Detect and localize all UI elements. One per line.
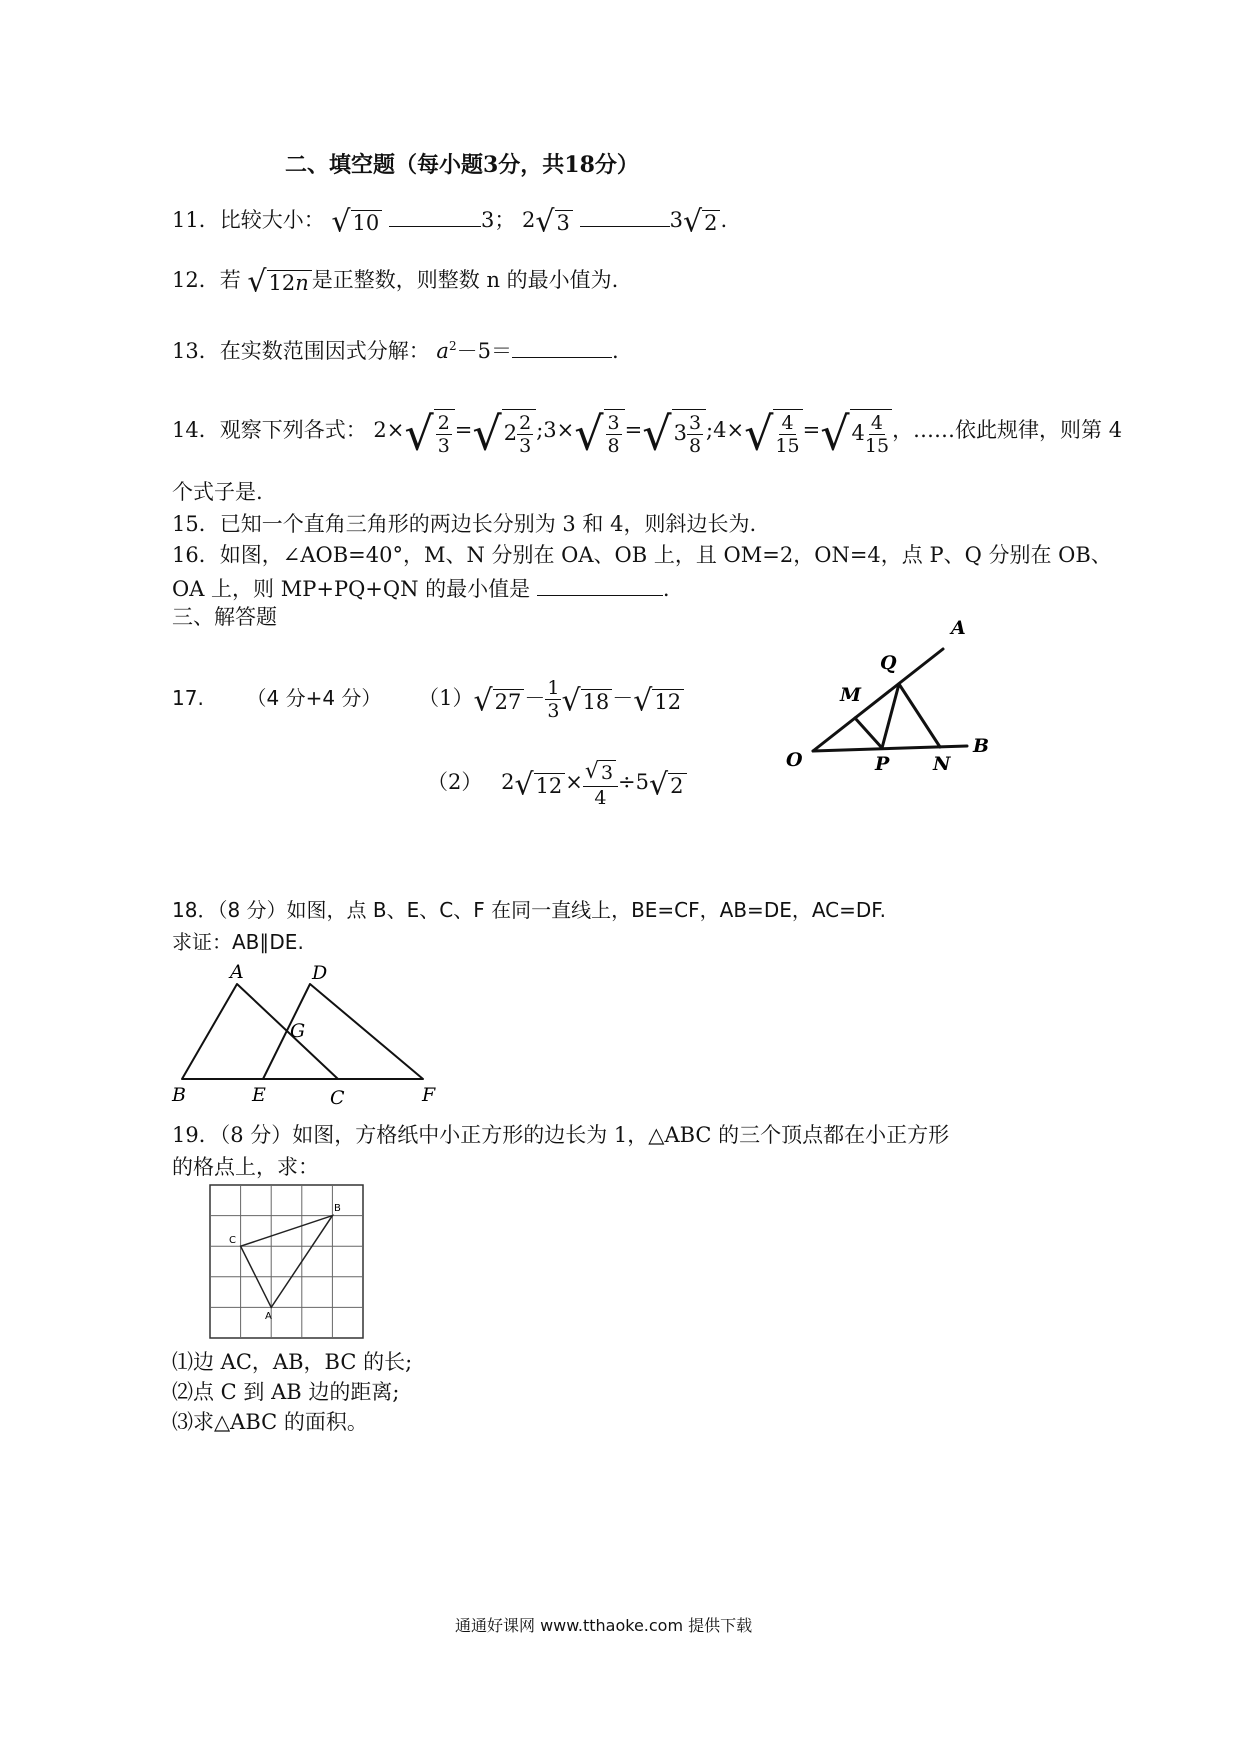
q14-i1-rhs-sqrt: √2 $\frac{2}{3}$ [472, 402, 536, 462]
label-b: B [172, 1084, 186, 1106]
sqrt-3: √3 [535, 207, 573, 237]
q19-subquestion-3: ⑶求△ABC 的面积。 [172, 1410, 368, 1434]
q14-i1-coef: 2× [373, 418, 405, 442]
q14-i3-rhs-sqrt: √4 $\frac{4}{15}$ [820, 402, 892, 462]
triangle-abc [241, 1216, 333, 1308]
q17-p1-label: （1） [418, 686, 474, 710]
q12-radicand: 12 [268, 270, 296, 295]
q17-fd: 3 [547, 700, 560, 722]
figure-grid-triangle [205, 1180, 370, 1345]
q14-i3-whole: 4 [851, 421, 865, 445]
q14-i2-lhs-sqrt: √ $\frac{3}{8}$ [574, 402, 624, 462]
label-p: P [875, 753, 890, 775]
q17-p2-label: （2） [427, 770, 483, 794]
label-n: N [933, 753, 951, 775]
q14-i1-lhs-sqrt: √ $\frac{2}{3}$ [404, 402, 454, 462]
question-12 [172, 264, 619, 300]
q13-blank [512, 335, 612, 358]
q11-end: . [720, 208, 728, 232]
q17-p2-sqrt-2: √2 [649, 754, 687, 814]
q17-p2-fn: 3 [599, 760, 616, 785]
q14-i2-num: 3 [607, 412, 620, 434]
q17-fn: 1 [547, 677, 560, 699]
question-17-part-2 [427, 752, 687, 814]
q17-p2-r2: 2 [668, 773, 686, 798]
triangle-abc [182, 984, 338, 1079]
question-11 [172, 204, 728, 240]
q14-i3-den2: 15 [864, 435, 890, 457]
label-o: O [786, 749, 803, 771]
label-q: Q [880, 652, 897, 674]
q13-text: 在实数范围因式分解： [219, 339, 430, 363]
q17-points: （4 分+4 分） [246, 686, 382, 710]
q17-number: 17. [172, 686, 204, 710]
q17-p2-sqrt-12: √12 [514, 754, 565, 814]
label-a: A [230, 961, 244, 983]
q14-i1-den2: 3 [519, 435, 532, 457]
q11-coef-2: 2 [522, 208, 536, 232]
q11-blank-2 [580, 204, 670, 227]
label-c: C [229, 1235, 236, 1246]
sqrt-2: √2 [683, 207, 721, 237]
question-19-line-2: 的格点上，求： [172, 1155, 319, 1179]
question-18-line-2: 求证：AB∥DE. [172, 930, 304, 954]
q19-subquestion-2: ⑵点 C 到 AB 边的距离; [172, 1380, 400, 1404]
q14-i2-coef: 3× [543, 418, 575, 442]
q11-mid: 3； [480, 208, 516, 232]
q13-exp: 2 [448, 339, 457, 353]
q14-i3-den: 15 [775, 435, 800, 457]
q12-var: n [295, 270, 309, 295]
q11-prefix: 比较大小： [219, 208, 325, 232]
sqrt-12n: √12n [247, 267, 311, 297]
q14-i2-num2: 3 [688, 412, 702, 434]
ray-oa [813, 649, 943, 751]
q14-i3-num2: 4 [870, 412, 884, 434]
q12-text-b: 是正整数，则整数 n 的最小值为. [311, 268, 619, 292]
q14-i1-num2: 2 [519, 412, 532, 434]
label-b: B [973, 735, 990, 757]
q14-sep-2: ; [706, 418, 714, 442]
question-13 [172, 332, 619, 365]
q11-number: 11． [172, 208, 220, 232]
q14-eq-3: = [802, 418, 821, 442]
q17-sqrt-18: √18 [561, 670, 612, 730]
q17-div: ÷5 [618, 770, 649, 794]
q17-p1-r2: 18 [581, 689, 613, 714]
q14-eq-1: = [454, 418, 473, 442]
question-18-line-1: 18．（8 分）如图，点 B、E、C、F 在同一直线上，BE=CF，AB=DE，AC=DF. [172, 898, 886, 922]
footer-credit: 通通好课网 www.tthaoke.com 提供下载 [455, 1616, 753, 1635]
q14-eq-2: = [624, 418, 643, 442]
q12-text-a: 若 [219, 268, 241, 292]
q14-line-2: 个式子是. [172, 480, 263, 504]
q14-text: 观察下列各式： [219, 418, 367, 442]
q14-i1-den: 3 [437, 435, 450, 457]
q17-sqrt-27: √27 [473, 670, 524, 730]
q17-p2-coef: 2 [501, 770, 515, 794]
question-16-line-1: 16．如图，∠AOB=40°，M、N 分别在 OA、OB 上，且 OM=2，ON=4，点 P、Q 分别在 OB、 [172, 543, 1112, 567]
question-17-part-1 [172, 668, 684, 730]
label-d: D [312, 962, 328, 984]
q11-blank-1 [389, 204, 481, 227]
figure-angle-aob [780, 612, 1000, 777]
label-a: A [951, 617, 966, 639]
q14-i2-whole: 3 [673, 421, 687, 445]
q16-blank [537, 573, 663, 596]
q17-times: × [565, 770, 583, 794]
question-16-line-2: OA 上，则 MP+PQ+QN 的最小值是 . [172, 573, 670, 603]
section-3-title: 三、解答题 [172, 605, 277, 629]
q17-p2-fd: 4 [594, 787, 607, 809]
q17-frac-sqrt3-4: $\frac{√ 3}{4}$ [583, 758, 618, 809]
q13-expr: －5＝ [456, 339, 512, 363]
segment-mp [855, 718, 882, 748]
label-g: G [290, 1020, 306, 1042]
q14-i1-num: 2 [437, 412, 450, 434]
triangle-def [263, 984, 423, 1079]
q11-coef-3: 3 [669, 208, 683, 232]
label-a: A [265, 1311, 272, 1322]
q17-minus-2: － [612, 686, 634, 710]
segment-qn [899, 684, 940, 747]
q17-p1-r3: 12 [652, 689, 684, 714]
q14-number: 14． [172, 418, 220, 442]
q17-frac-1-3 [545, 677, 561, 722]
q14-sep-1: ; [536, 418, 544, 442]
label-f: F [422, 1084, 436, 1106]
q17-sqrt-12: √12 [633, 670, 684, 730]
q17-p2-r1: 12 [534, 773, 566, 798]
q17-p1-r1: 27 [493, 689, 525, 714]
q16-text: OA 上，则 MP+PQ+QN 的最小值是 [172, 577, 537, 601]
section-2-title: 二、填空题（每小题3分，共18分） [285, 152, 639, 178]
label-c: C [330, 1087, 345, 1109]
q14-i2-den2: 8 [688, 435, 702, 457]
q13-end: . [611, 339, 619, 363]
label-m: M [840, 684, 862, 706]
q13-var-a: a [436, 339, 449, 363]
q14-i3-lhs-sqrt: √ $\frac{4}{15}$ [744, 402, 803, 462]
sqrt-10: √10 [331, 207, 382, 237]
q14-tail: ，……依此规律，则第 4 [892, 418, 1123, 442]
q17-minus-1: － [524, 686, 546, 710]
figure-triangles-abc-def [170, 958, 445, 1118]
ray-ob [813, 746, 967, 751]
label-b: B [334, 1203, 341, 1214]
q14-i3-coef: 4× [713, 418, 745, 442]
q14-i3-num: 4 [781, 412, 794, 434]
q14-i2-rhs-sqrt: √3 $\frac{3}{8}$ [642, 402, 706, 462]
q19-subquestion-1: ⑴边 AC，AB，BC 的长; [172, 1350, 413, 1374]
q13-number: 13． [172, 339, 220, 363]
q12-number: 12． [172, 268, 220, 292]
q14-i2-den: 8 [607, 435, 620, 457]
label-e: E [252, 1084, 266, 1106]
q14-i1-whole: 2 [503, 421, 518, 445]
question-15: 15．已知一个直角三角形的两边长分别为 3 和 4，则斜边长为. [172, 512, 757, 536]
question-19-line-1: 19．（8 分）如图，方格纸中小正方形的边长为 1，△ABC 的三个顶点都在小正方形 [172, 1123, 950, 1147]
question-14 [172, 400, 1122, 462]
